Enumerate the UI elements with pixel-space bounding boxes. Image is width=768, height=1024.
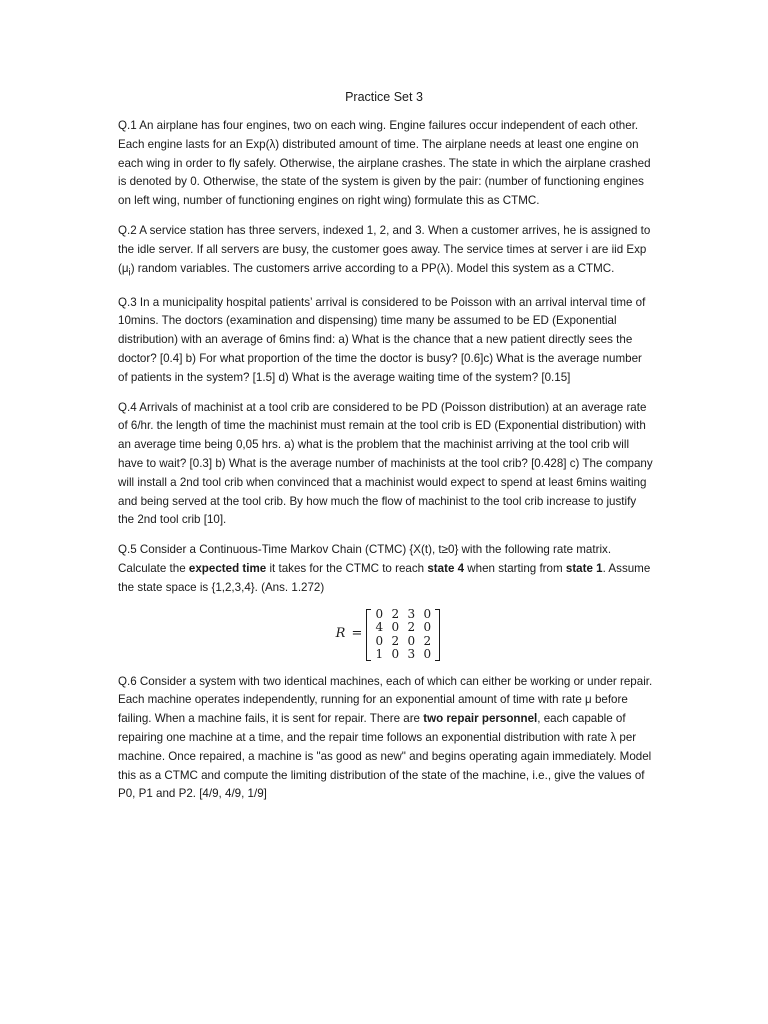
question-2-subscript: i [128,266,131,278]
matrix-cell: 2 [391,606,400,621]
question-6-text [118,673,654,805]
question-4 [118,399,654,531]
matrix-cell: 0 [423,620,432,635]
matrix-cell: 0 [407,633,416,648]
question-2-text [118,222,654,283]
question-5-bold-state-4: state 4 [427,562,465,576]
matrix-cell: 0 [423,606,432,621]
matrix-cell: 2 [407,620,416,635]
question-5-bold-expected-time: expected time [188,562,267,576]
page-title: Practice Set 3 [345,90,423,104]
question-3 [118,294,654,388]
matrix-cell: 0 [375,606,384,621]
matrix-cell: 1 [375,647,384,662]
matrix-cell: 0 [375,633,384,648]
matrix-cell: 2 [391,633,400,648]
question-1-text: Q.1 An airplane has four engines, two on each wing. Engine failures occur independent of each other. Each engine lasts for an Exp(λ) distributed amount of time. The airplane needs at least one engine on each wing in order to fly safely. Otherwise, the airplane crashes. The state in which the airplane crashed is denoted by 0. Otherwise, the state of the system is given by the pair: (number of functioning engines on left wing, number of functioning engines on right wing) formulate this as CTMC. [118,119,651,208]
question-6-text-part-b: , each capable of repairing one machine at a time, and the repair time follows an exponential distribution with rate λ per machine. Once repaired, a machine is "as good as new" and begins operating again immediately. Model this as a CTMC and compute the limiting distribution of the state of the machine, i.e., give the values of P0, P1 and P2. [4/9, 4/9, 1/9] [118,712,652,801]
question-5-text-part-b: it takes for the CTMC to reach [266,562,428,576]
matrix-label: R [335,626,346,642]
matrix-cell: 0 [391,647,400,662]
question-2 [118,222,654,283]
matrix-cell: 0 [423,647,432,662]
question-6-text-part-a: Q.6 Consider a system with two identical machines, each of which can either be working or under repair. Each machine operates independently, running for an exponential amount of time with rate μ before failing. When a machine fails, it is sent for repair. There are [118,674,653,726]
question-2-text-part-b: ) random variables. The customers arrive according to a PP(λ). Model this system as a CTMC. [130,261,615,275]
rate-matrix-equation [118,608,654,662]
question-4-text: Q.4 Arrivals of machinist at a tool crib are considered to be PD (Poisson distribution) at an average rate of 6/hr. the length of time the machinist must remain at the tool crib is ED (Exponential distribution) with an average time being 0,05 hrs. a) what is the problem that the machinist arriving at the tool crib will have to wait? [0.3] b) What is the average number of machinists at the tool crib? [0.428] c) The company will install a 2nd tool crib when convinced that a machinist would expect to spend at least 6mins waiting and being served at the tool crib. By how much the flow of machinist to the tool crib increase to justify the 2nd tool crib [10]. [118,400,653,527]
document-body [118,117,654,815]
question-1 [118,117,654,211]
question-5-text-part-a: Q.5 Consider a Continuous-Time Markov Chain (CTMC) {X(t), t≥0} with the following rate matrix. Calculate the [118,543,612,576]
matrix-cell: 2 [423,633,432,648]
question-5-text-part-d: . Assume the state space is {1,2,3,4}. (Ans. 1.272) [118,562,651,594]
matrix-cell: 4 [375,620,384,635]
question-5-text-part-c: when starting from [464,562,566,576]
question-6 [118,673,654,805]
question-2-text-part-a: Q.2 A service station has three servers, indexed 1, 2, and 3. When a customer arrives, he is assigned to the idle server. If all servers are busy, the customer goes away. The service times at server i are iid Exp (μ [118,223,651,275]
question-3-text: Q.3 In a municipality hospital patients’ arrival is considered to be Poisson with an arrival interval time of 10mins. The doctors (examination and dispensing) time many be assumed to be ED (Exponential distribution) with an average of 6mins find: a) What is the chance that a new patient directly sees the doctor? [0.4] b) For what proportion of the time the doctor is busy? [0.6]c) What is the average number of patients in the system? [1.5] d) What is the average waiting time of the system? [0.15] [118,295,646,384]
matrix-cell: 3 [407,606,416,621]
matrix-cell: 0 [391,620,400,635]
question-5-text [118,541,654,597]
matrix-cell: 3 [407,647,416,662]
question-6-bold-repair-personnel: two repair personnel [423,712,538,726]
question-5 [118,541,654,661]
question-5-bold-state-1: state 1 [565,562,603,576]
rate-matrix [366,608,440,662]
matrix-equals-sign: = [351,626,363,642]
